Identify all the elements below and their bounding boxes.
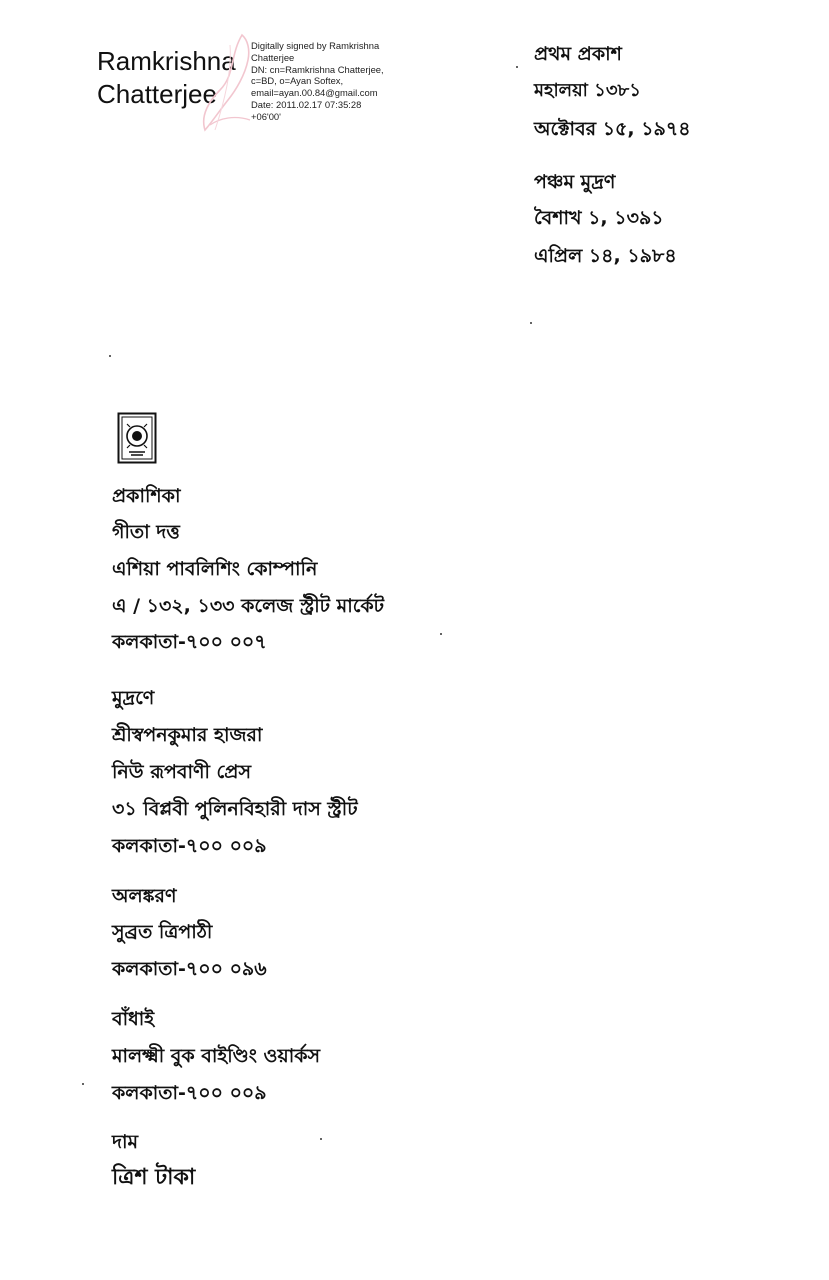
scan-speck	[82, 1083, 84, 1085]
printer-heading: মুদ্রণে	[112, 687, 155, 709]
scan-speck	[320, 1138, 322, 1140]
price-heading: দাম	[112, 1131, 139, 1153]
price-value: ত্রিশ টাকা	[112, 1165, 196, 1190]
fifth-printing-date: এপ্রিল ১৪, ১৯৮৪	[534, 245, 677, 267]
publisher-name: গীতা দত্ত	[112, 521, 180, 543]
signature-detail-line: DN: cn=Ramkrishna Chatterjee,	[251, 63, 384, 75]
decoration-name: সুব্রত ত্রিপাঠী	[112, 921, 213, 943]
signature-detail-line: +06'00'	[251, 110, 281, 122]
decoration-city: কলকাতা-৭০০ ০৯৬	[112, 958, 267, 980]
printer-city: কলকাতা-৭০০ ০০৯	[112, 835, 267, 857]
decoration-heading: অলঙ্করণ	[112, 885, 177, 907]
signature-name-line-1: Ramkrishna	[97, 46, 236, 76]
signature-detail-line: Digitally signed by Ramkrishna	[251, 40, 380, 51]
binding-name: মালক্ষ্মী বুক বাইণ্ডিং ওয়ার্কস	[112, 1045, 321, 1067]
publisher-city: কলকাতা-৭০০ ০০৭	[112, 631, 267, 653]
first-publication-bengali-date: মহালয়া ১৩৮১	[534, 80, 641, 101]
scan-speck	[530, 322, 532, 324]
fifth-printing-heading: পঞ্চম মুদ্রণ	[534, 171, 616, 193]
fifth-printing-bengali-date: বৈশাখ ১, ১৩৯১	[534, 207, 664, 229]
publisher-logo	[117, 412, 157, 464]
first-publication-date: অক্টোবর ১৫, ১৯৭৪	[534, 118, 691, 140]
binding-heading: বাঁধাই	[112, 1008, 155, 1030]
publisher-address: এ / ১৩২, ১৩৩ কলেজ স্ট্রীট মার্কেট	[112, 595, 384, 617]
signature-detail-line: Chatterjee	[251, 51, 295, 63]
publisher-heading: প্রকাশিকা	[112, 485, 181, 507]
signature-flourish-graphic	[190, 30, 260, 140]
signature-detail-line: Date: 2011.02.17 07:35:28	[251, 98, 362, 110]
signature-details	[251, 40, 421, 123]
printer-name: শ্রীস্বপনকুমার হাজরা	[112, 724, 263, 746]
printer-press: নিউ রূপবাণী প্রেস	[112, 761, 251, 783]
signature-detail-line: email=ayan.00.84@gmail.com	[251, 87, 378, 99]
binding-city: কলকাতা-৭০০ ০০৯	[112, 1082, 267, 1104]
signature-detail-line: c=BD, o=Ayan Softex,	[251, 75, 344, 87]
scan-speck	[516, 66, 518, 68]
publisher-company: এশিয়া পাবলিশিং কোম্পানি	[112, 558, 318, 580]
signature-name-line-2: Chatterjee	[97, 79, 217, 109]
scan-speck	[440, 633, 442, 635]
printer-address: ৩১ বিপ্লবী পুলিনবিহারী দাস স্ট্রীট	[112, 798, 358, 820]
first-publication-heading: প্রথম প্রকাশ	[534, 43, 622, 65]
scan-speck	[109, 355, 111, 357]
